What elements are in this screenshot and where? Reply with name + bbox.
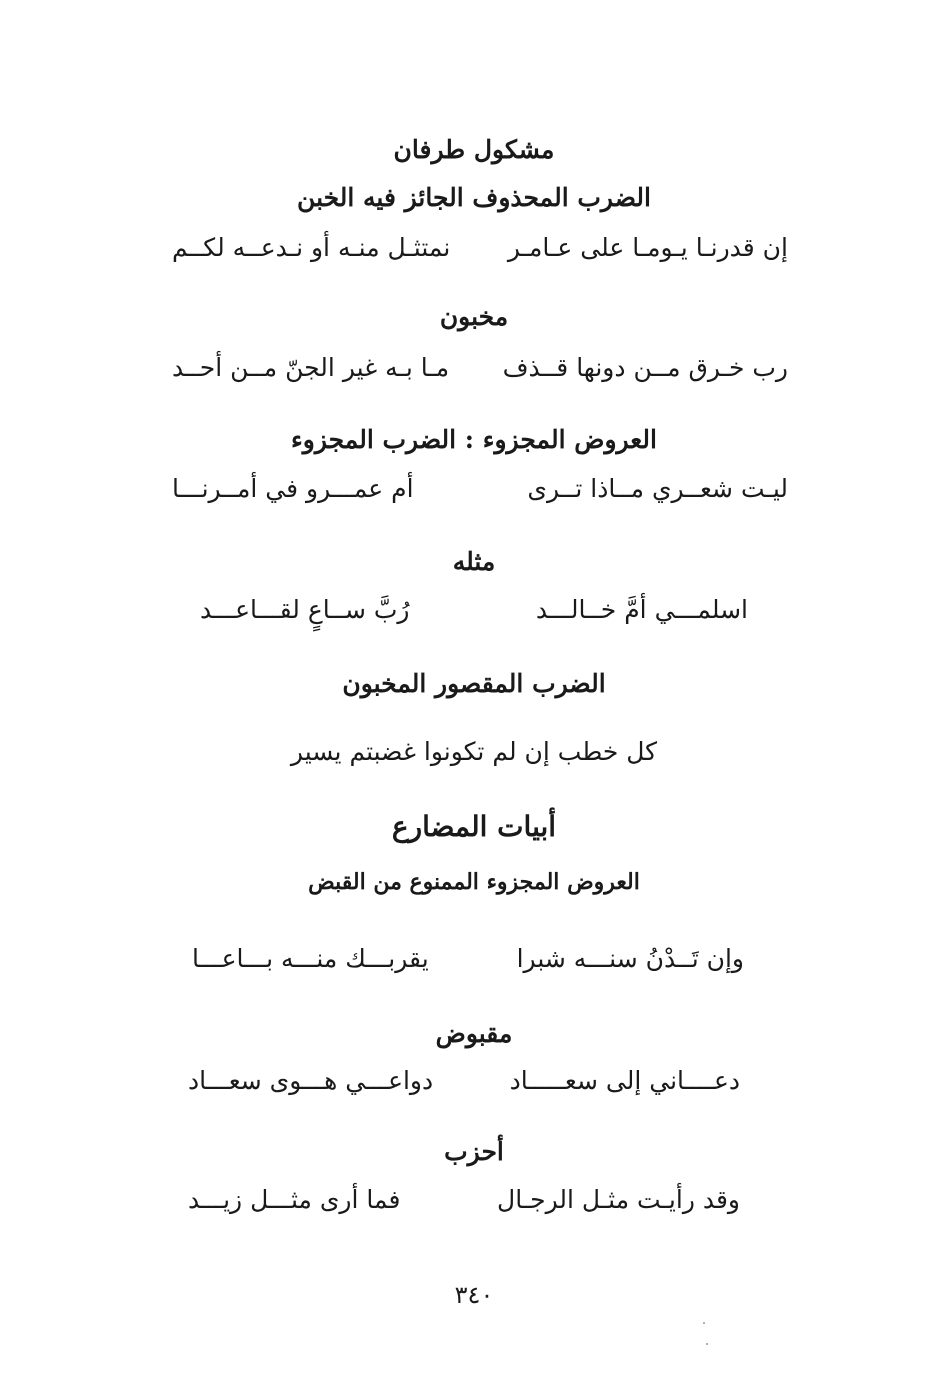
second-hemistich: فما أرى مثـــل زيـــد xyxy=(188,1185,401,1214)
second-hemistich: مـا بـه غير الجنّ مــن أحــد xyxy=(172,353,450,382)
verse-line xyxy=(172,348,788,388)
second-hemistich: نمتثـل منـه أو نـدعــه لكــم xyxy=(172,233,451,262)
chapter-heading: أبيات المضارع xyxy=(391,810,557,843)
section-heading: مشكول طرفان xyxy=(393,135,555,164)
section-heading: أحزب xyxy=(444,1137,504,1166)
section-heading: مخبون xyxy=(439,302,509,331)
scan-speck xyxy=(706,1343,708,1345)
section-subheading: الضرب المحذوف الجائز فيه الخبن xyxy=(297,183,651,212)
second-hemistich: يقربـــك منـــه بـــاعـــا xyxy=(192,944,429,973)
first-hemistich: رب خـرق مــن دونها قــذف xyxy=(502,353,788,382)
first-hemistich: وإن تَــدْنُ سنـــه شبرا xyxy=(516,944,744,973)
verse-line xyxy=(172,228,788,268)
section-heading: مثله xyxy=(452,547,496,576)
second-hemistich: أم عمـــرو في أمــرنـــا xyxy=(172,474,414,503)
section-heading: العروض المجزوء : الضرب المجزوء xyxy=(291,425,657,454)
page-number: ٣٤٠ xyxy=(454,1281,494,1309)
verse-line xyxy=(188,1180,740,1220)
section-subheading: العروض المجزوء الممنوع من القبض xyxy=(308,869,640,895)
section-heading: مقبوض xyxy=(435,1019,513,1048)
verse-line xyxy=(188,1061,740,1101)
single-verse-line: كل خطب إن لم تكونوا غضبتم يسير xyxy=(290,737,658,766)
verse-line xyxy=(172,469,788,509)
verse-line xyxy=(200,590,748,630)
second-hemistich: رُبَّ ســاعٍ لقـــاعـــد xyxy=(200,595,410,624)
first-hemistich: وقد رأيـت مثـل الرجـال xyxy=(497,1185,740,1214)
first-hemistich: إن قدرنـا يـومـا على عـامـر xyxy=(507,233,788,262)
scan-speck xyxy=(703,1322,705,1324)
first-hemistich: اسلمـــي أمَّ خــالـــد xyxy=(535,595,748,624)
verse-line xyxy=(192,939,744,979)
section-heading: الضرب المقصور المخبون xyxy=(342,669,606,698)
first-hemistich: دعــــاني إلى سعـــــاد xyxy=(509,1066,740,1095)
second-hemistich: دواعـــي هـــوى سعـــاد xyxy=(188,1066,434,1095)
first-hemistich: ليـت شعــري مــاذا تــرى xyxy=(527,474,788,503)
